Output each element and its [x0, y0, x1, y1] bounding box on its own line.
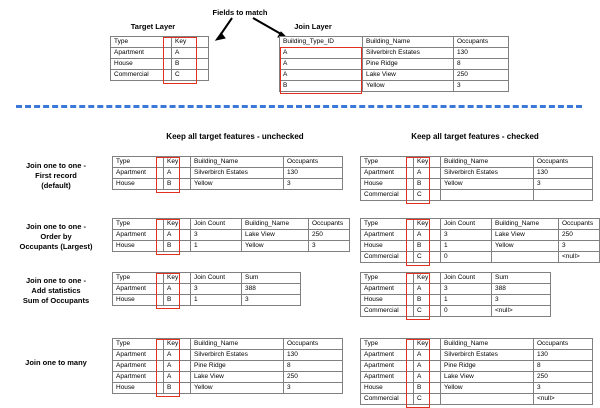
- cell: House: [361, 383, 414, 394]
- row-label-first-record: [2, 161, 110, 191]
- column-header: Join Count: [191, 273, 242, 284]
- row-label-add-statistics: [2, 276, 110, 306]
- cell: Apartment: [361, 284, 414, 295]
- row-label-line: Join one to one -: [26, 161, 86, 170]
- column-header: Occupants: [284, 339, 343, 350]
- cell: 130: [284, 168, 343, 179]
- cell: B: [172, 59, 209, 70]
- join-layer-table: [279, 36, 509, 92]
- table-row: [361, 295, 551, 306]
- row4-unchecked-table-wrap: [112, 338, 343, 394]
- cell: 250: [454, 70, 509, 81]
- cell: House: [113, 179, 164, 190]
- table-row: [113, 295, 301, 306]
- cell: Apartment: [361, 168, 414, 179]
- cell: Lake View: [242, 230, 309, 241]
- column-header: Occupants: [534, 157, 593, 168]
- cell: Lake View: [441, 372, 534, 383]
- table-header-row: [280, 37, 509, 48]
- table-row: [111, 70, 209, 81]
- cell: 1: [441, 295, 492, 306]
- cell: Silverbirch Estates: [441, 168, 534, 179]
- column-header: Building_Name: [191, 157, 284, 168]
- cell: 1: [441, 241, 492, 252]
- cell: <null>: [559, 252, 600, 263]
- cell: Apartment: [361, 230, 414, 241]
- row-label-line: Add statistics: [31, 286, 81, 295]
- column-header: Key: [414, 273, 441, 284]
- cell: A: [164, 372, 191, 383]
- table-row: [280, 70, 509, 81]
- cell: Apartment: [113, 230, 164, 241]
- cell: [441, 394, 534, 405]
- table-row: [280, 59, 509, 70]
- cell: B: [414, 383, 441, 394]
- column-header: Sum: [242, 273, 301, 284]
- table-row: [280, 81, 509, 92]
- table-header-row: [113, 273, 301, 284]
- column-header: Building_Name: [191, 339, 284, 350]
- cell: 130: [534, 350, 593, 361]
- cell: 8: [534, 361, 593, 372]
- column-header: Type: [111, 37, 172, 48]
- cell: 250: [309, 230, 350, 241]
- cell: A: [164, 361, 191, 372]
- table-row: [361, 241, 600, 252]
- row4-unchecked-table: [112, 338, 343, 394]
- column-header: Building_Name: [492, 219, 559, 230]
- null-cell: <null>: [534, 394, 593, 405]
- table-header-row: [361, 157, 593, 168]
- cell: 3: [309, 241, 350, 252]
- cell: A: [414, 284, 441, 295]
- cell: Lake View: [363, 70, 454, 81]
- table-header-row: [361, 219, 600, 230]
- cell: B: [414, 179, 441, 190]
- cell: House: [361, 295, 414, 306]
- column-header: Occupants: [454, 37, 509, 48]
- cell: 130: [534, 168, 593, 179]
- table-row: [113, 284, 301, 295]
- cell: 0: [441, 306, 492, 317]
- column-header: Building_Name: [363, 37, 454, 48]
- cell: [534, 190, 593, 201]
- column-header: Key: [414, 219, 441, 230]
- cell: A: [280, 48, 363, 59]
- cell: Lake View: [492, 230, 559, 241]
- cell: A: [280, 59, 363, 70]
- unchecked-column-header: Keep all target features - unchecked: [166, 132, 304, 141]
- cell: House: [113, 295, 164, 306]
- table-row: [361, 190, 593, 201]
- null-cell: <null>: [492, 306, 551, 317]
- table-row: [361, 168, 593, 179]
- table-row: [113, 230, 350, 241]
- cell: 388: [242, 284, 301, 295]
- table-header-row: [113, 219, 350, 230]
- table-row: [111, 48, 209, 59]
- cell: 3: [454, 81, 509, 92]
- cell: 8: [284, 361, 343, 372]
- row3-checked-table-wrap: [360, 272, 551, 317]
- row-label-line: Order by: [40, 232, 72, 241]
- table-row: [361, 179, 593, 190]
- row2-checked-table-wrap: [360, 218, 600, 263]
- row1-checked-table-wrap: [360, 156, 593, 201]
- row4-checked-table: [360, 338, 593, 405]
- cell: Apartment: [113, 361, 164, 372]
- table-row: [280, 48, 509, 59]
- cell: 3: [284, 179, 343, 190]
- cell: A: [164, 168, 191, 179]
- column-header: Type: [113, 219, 164, 230]
- cell: A: [414, 361, 441, 372]
- target-layer-table: [110, 36, 209, 81]
- target-layer-table-wrap: [110, 36, 209, 81]
- column-header: Join Count: [441, 219, 492, 230]
- cell: 250: [559, 230, 600, 241]
- table-row: [361, 230, 600, 241]
- cell: 0: [441, 252, 492, 263]
- cell: 130: [454, 48, 509, 59]
- cell: Commercial: [111, 70, 172, 81]
- table-row: [111, 59, 209, 70]
- table-row: [113, 350, 343, 361]
- cell: B: [414, 295, 441, 306]
- cell: Pine Ridge: [363, 59, 454, 70]
- cell: A: [164, 350, 191, 361]
- cell: B: [414, 241, 441, 252]
- row1-unchecked-table-wrap: [112, 156, 343, 190]
- row-label-line: Join one to one -: [26, 222, 86, 231]
- table-header-row: [113, 157, 343, 168]
- column-header: Type: [361, 219, 414, 230]
- row-label-line: Sum of Occupants: [22, 296, 90, 305]
- table-row: [113, 383, 343, 394]
- cell: B: [164, 241, 191, 252]
- column-header: Type: [361, 339, 414, 350]
- section-divider: [16, 105, 582, 108]
- row4-checked-table-wrap: [360, 338, 593, 405]
- cell: House: [361, 179, 414, 190]
- column-header: Key: [164, 339, 191, 350]
- cell: Apartment: [113, 284, 164, 295]
- column-header: Occupants: [309, 219, 350, 230]
- target-layer-label: Target Layer: [130, 22, 176, 31]
- table-header-row: [111, 37, 209, 48]
- cell: A: [164, 284, 191, 295]
- cell: B: [164, 383, 191, 394]
- column-header: Type: [361, 273, 414, 284]
- cell: Silverbirch Estates: [191, 168, 284, 179]
- cell: Commercial: [361, 252, 414, 263]
- table-row: [113, 372, 343, 383]
- cell: B: [280, 81, 363, 92]
- cell: C: [414, 394, 441, 405]
- table-row: [361, 306, 551, 317]
- column-header: Key: [414, 157, 441, 168]
- cell: B: [164, 179, 191, 190]
- table-row: [361, 383, 593, 394]
- cell: Commercial: [361, 306, 414, 317]
- row2-checked-table: [360, 218, 600, 263]
- cell: Silverbirch Estates: [191, 350, 284, 361]
- cell: [492, 252, 559, 263]
- cell: 3: [559, 241, 600, 252]
- row-label-one-to-many: [2, 358, 110, 368]
- column-header: Type: [113, 339, 164, 350]
- row3-unchecked-table: [112, 272, 301, 306]
- checked-column-header: Keep all target features - checked: [411, 132, 539, 141]
- cell: A: [280, 70, 363, 81]
- cell: 1: [191, 241, 242, 252]
- cell: Yellow: [191, 383, 284, 394]
- cell: 250: [284, 372, 343, 383]
- column-header: Key: [164, 157, 191, 168]
- column-header: Join Count: [191, 219, 242, 230]
- column-header: Join Count: [441, 273, 492, 284]
- cell: 3: [284, 383, 343, 394]
- row-label-line: Join one to many: [25, 358, 87, 367]
- column-header: Occupants: [284, 157, 343, 168]
- table-row: [113, 168, 343, 179]
- column-header: Type: [361, 157, 414, 168]
- cell: House: [361, 241, 414, 252]
- column-header: Occupants: [559, 219, 600, 230]
- cell: Yellow: [441, 383, 534, 394]
- cell: 3: [441, 284, 492, 295]
- cell: 3: [492, 295, 551, 306]
- cell: A: [414, 350, 441, 361]
- table-row: [361, 350, 593, 361]
- cell: 1: [191, 295, 242, 306]
- cell: Commercial: [361, 190, 414, 201]
- column-header: Sum: [492, 273, 551, 284]
- cell: Commercial: [361, 394, 414, 405]
- column-header: Type: [113, 157, 164, 168]
- cell: 3: [242, 295, 301, 306]
- cell: House: [113, 241, 164, 252]
- column-header: Key: [164, 273, 191, 284]
- column-header: Key: [414, 339, 441, 350]
- cell: 3: [441, 230, 492, 241]
- table-row: [361, 361, 593, 372]
- column-header: Building_Name: [441, 157, 534, 168]
- table-header-row: [113, 339, 343, 350]
- table-row: [361, 394, 593, 405]
- column-header: Key: [172, 37, 209, 48]
- cell: [441, 190, 534, 201]
- table-row: [113, 179, 343, 190]
- table-row: [113, 361, 343, 372]
- cell: Yellow: [363, 81, 454, 92]
- cell: Yellow: [441, 179, 534, 190]
- column-header: Type: [113, 273, 164, 284]
- cell: 130: [284, 350, 343, 361]
- cell: 3: [191, 230, 242, 241]
- row-label-order-by: [2, 222, 110, 252]
- cell: A: [172, 48, 209, 59]
- table-row: [361, 252, 600, 263]
- cell: Apartment: [113, 168, 164, 179]
- table-header-row: [361, 273, 551, 284]
- cell: Silverbirch Estates: [363, 48, 454, 59]
- column-header: Occupants: [534, 339, 593, 350]
- cell: A: [414, 372, 441, 383]
- cell: 3: [534, 383, 593, 394]
- cell: A: [164, 230, 191, 241]
- row-label-line: Join one to one -: [26, 276, 86, 285]
- cell: 3: [534, 179, 593, 190]
- row1-unchecked-table: [112, 156, 343, 190]
- cell: Yellow: [191, 179, 284, 190]
- table-row: [113, 241, 350, 252]
- cell: Apartment: [113, 350, 164, 361]
- cell: A: [414, 168, 441, 179]
- row1-checked-table: [360, 156, 593, 201]
- row-label-line: (default): [41, 181, 71, 190]
- row3-unchecked-table-wrap: [112, 272, 301, 306]
- row2-unchecked-table-wrap: [112, 218, 350, 252]
- cell: Pine Ridge: [191, 361, 284, 372]
- cell: Apartment: [361, 361, 414, 372]
- column-header: Building_Name: [441, 339, 534, 350]
- cell: 8: [454, 59, 509, 70]
- cell: Lake View: [191, 372, 284, 383]
- cell: 388: [492, 284, 551, 295]
- cell: 3: [191, 284, 242, 295]
- row2-unchecked-table: [112, 218, 350, 252]
- cell: C: [414, 306, 441, 317]
- table-header-row: [361, 339, 593, 350]
- cell: C: [414, 190, 441, 201]
- cell: Pine Ridge: [441, 361, 534, 372]
- fields-to-match-label: Fields to match: [212, 8, 268, 17]
- cell: C: [172, 70, 209, 81]
- cell: Yellow: [242, 241, 309, 252]
- join-layer-table-wrap: [279, 36, 509, 92]
- cell: C: [414, 252, 441, 263]
- cell: Apartment: [361, 350, 414, 361]
- column-header: Key: [164, 219, 191, 230]
- cell: A: [414, 230, 441, 241]
- table-row: [361, 284, 551, 295]
- cell: House: [113, 383, 164, 394]
- row-label-line: Occupants (Largest): [19, 242, 93, 251]
- join-layer-label: Join Layer: [294, 22, 332, 31]
- cell: Apartment: [361, 372, 414, 383]
- cell: House: [111, 59, 172, 70]
- column-header: Building_Name: [242, 219, 309, 230]
- cell: Yellow: [492, 241, 559, 252]
- row-label-line: First record: [35, 171, 77, 180]
- column-header: Building_Type_ID: [280, 37, 363, 48]
- cell: 250: [534, 372, 593, 383]
- cell: B: [164, 295, 191, 306]
- cell: Silverbirch Estates: [441, 350, 534, 361]
- table-row: [361, 372, 593, 383]
- cell: Apartment: [113, 372, 164, 383]
- row3-checked-table: [360, 272, 551, 317]
- cell: Apartment: [111, 48, 172, 59]
